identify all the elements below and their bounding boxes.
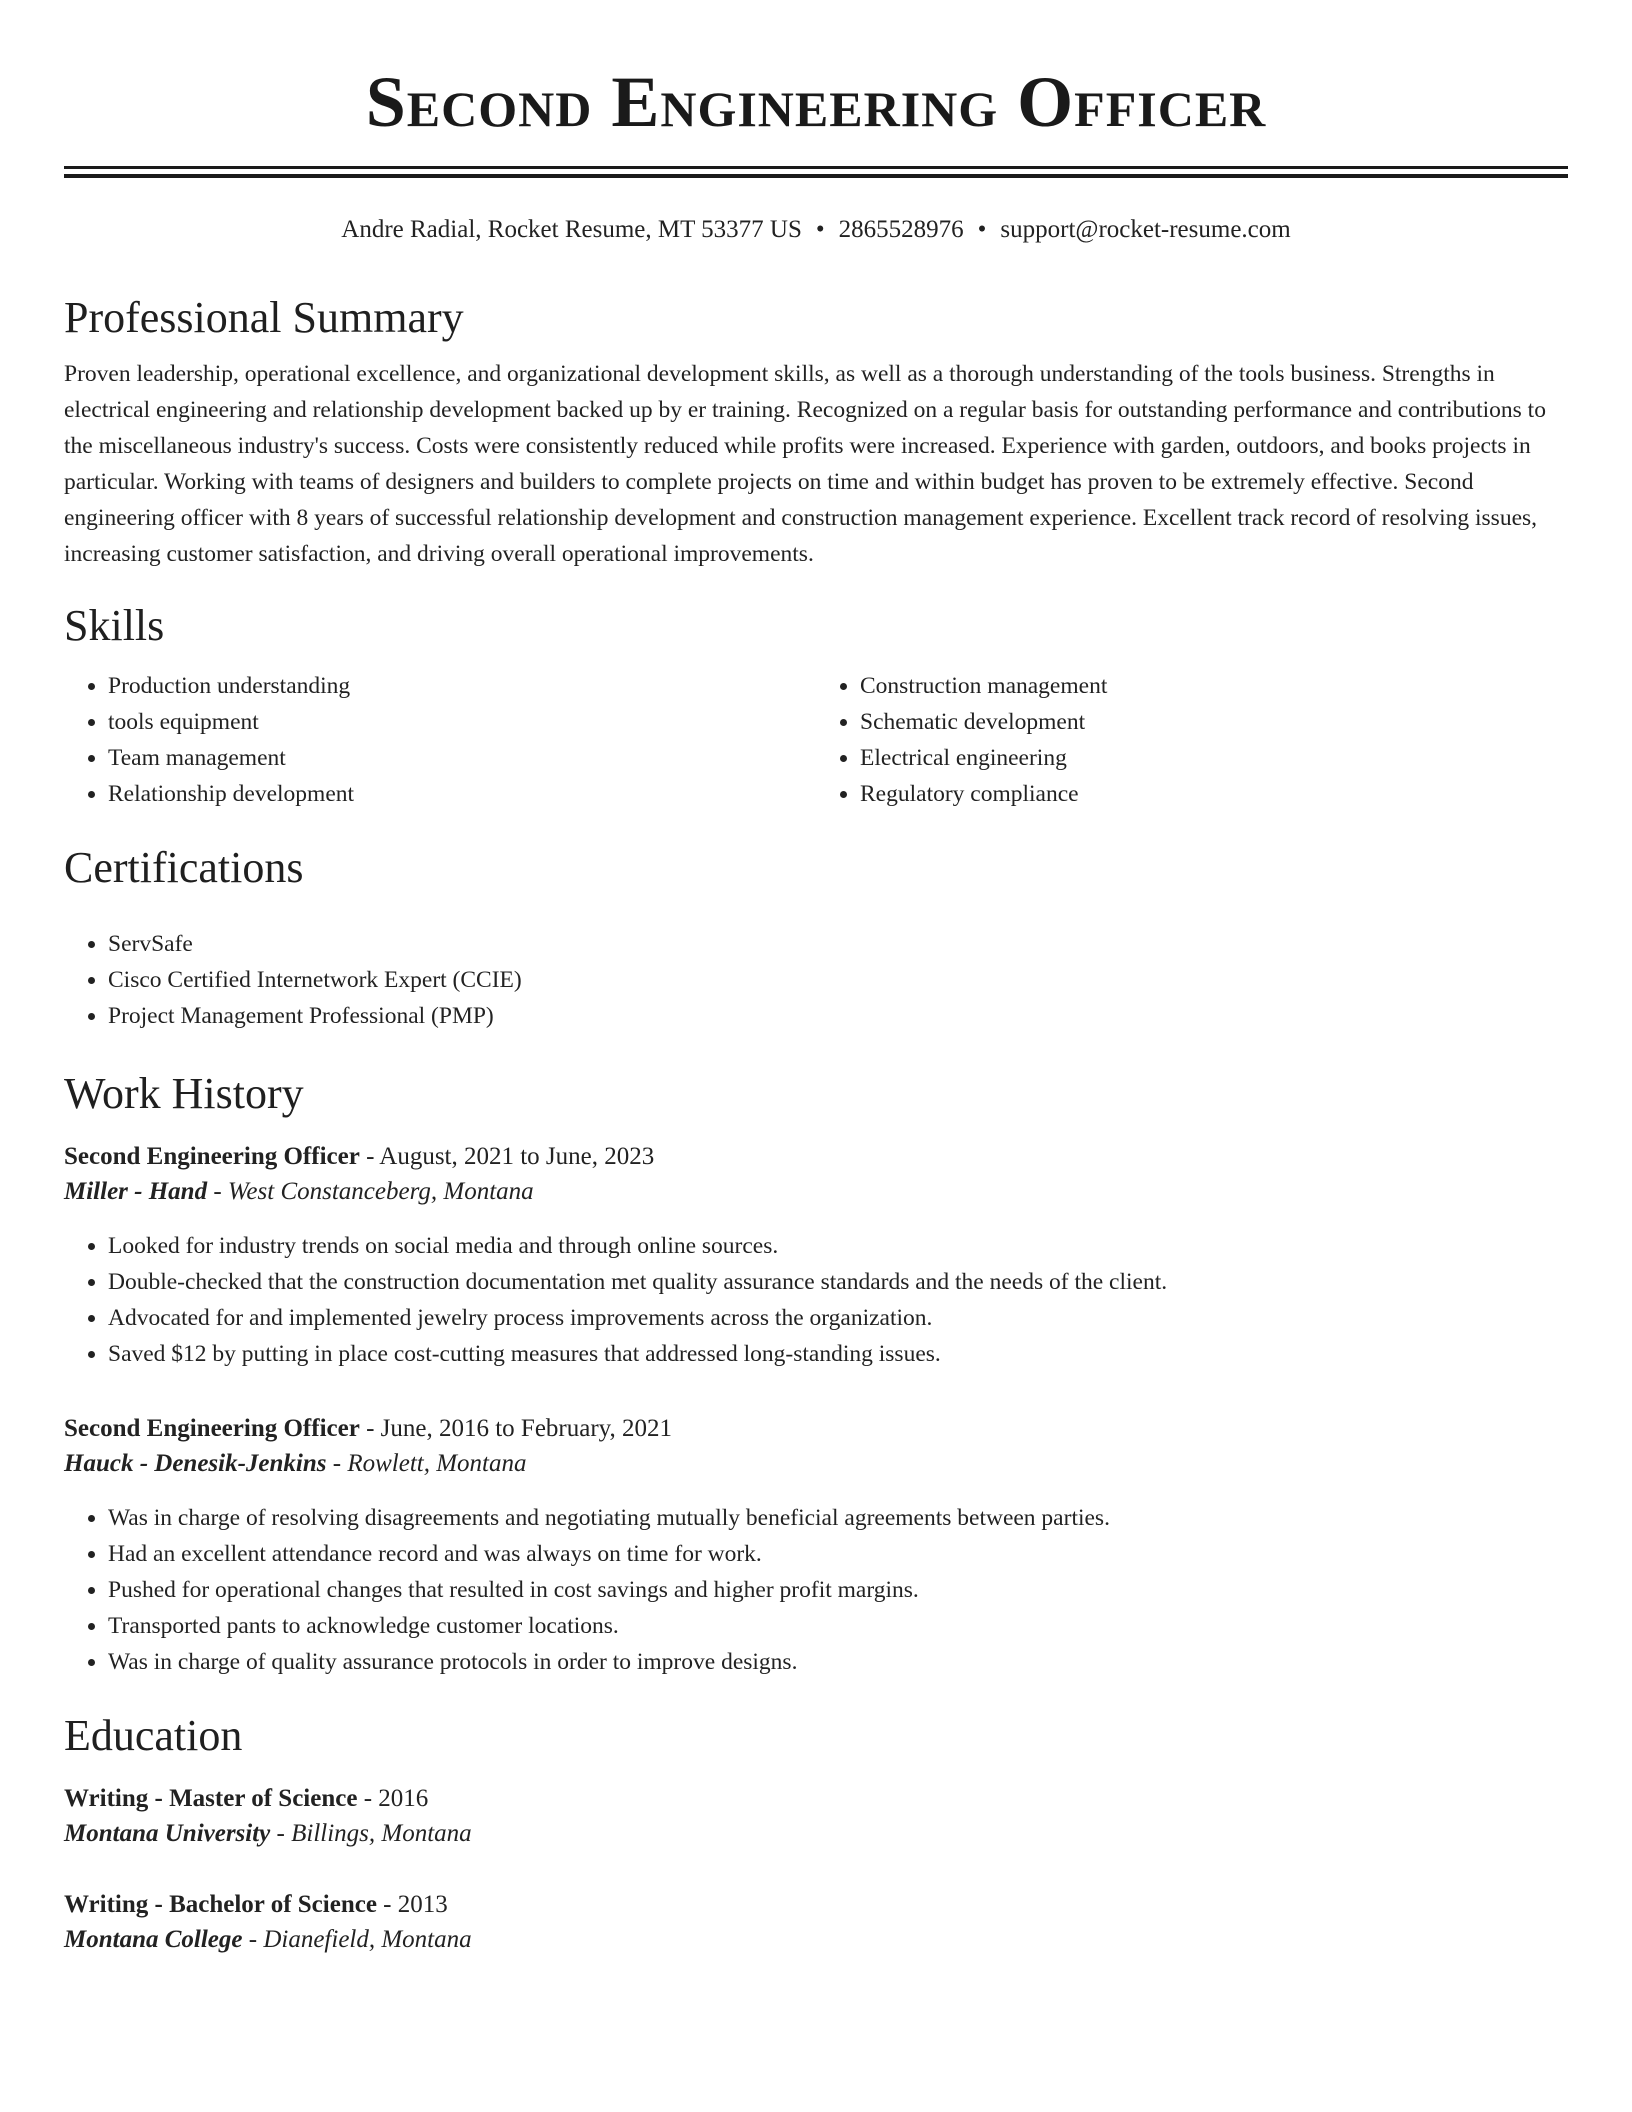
contact-email: support@rocket-resume.com	[1000, 216, 1291, 243]
summary-heading: Professional Summary	[64, 293, 464, 342]
skill-item: • Schematic development	[860, 704, 1568, 740]
skill-item: • Relationship development	[108, 776, 816, 812]
school-location: - Dianefield, Montana	[242, 1926, 472, 1953]
job-title-line	[64, 1140, 1568, 1174]
degree-year: - 2016	[357, 1785, 429, 1812]
work-history-section	[64, 1068, 1568, 1680]
job-bullet: • Had an excellent attendance record and was always on time for work.	[108, 1536, 1568, 1572]
skills-columns	[64, 668, 1568, 812]
job-title: Second Engineering Officer	[64, 1143, 360, 1170]
contact-separator: •	[815, 216, 825, 243]
skill-item: • tools equipment	[108, 704, 816, 740]
certification-item: • Project Management Professional (PMP)	[108, 998, 1568, 1034]
job-bullet: • Double-checked that the construction documentation met quality assurance standards and the needs of the client.	[108, 1264, 1568, 1300]
skill-item: • Electrical engineering	[860, 740, 1568, 776]
contact-line	[64, 214, 1568, 246]
certification-item: • ServSafe	[108, 926, 1568, 962]
employer-location: - Rowlett, Montana	[326, 1450, 527, 1477]
work-history-heading: Work History	[64, 1069, 304, 1118]
employer-name: Miller - Hand	[64, 1178, 208, 1205]
contact-separator: •	[977, 216, 987, 243]
skill-item: • Regulatory compliance	[860, 776, 1568, 812]
employer-line	[64, 1174, 1568, 1210]
employer-line	[64, 1446, 1568, 1482]
degree-year: - 2013	[376, 1891, 448, 1918]
degree-line	[64, 1888, 1568, 1922]
skills-list-left	[64, 668, 816, 812]
job-bullet: • Transported pants to acknowledge customer locations.	[108, 1608, 1568, 1644]
job-bullet: • Saved $12 by putting in place cost-cutting measures that addressed long-standing issues.	[108, 1336, 1568, 1372]
skills-list-right	[816, 668, 1568, 812]
certifications-list	[64, 926, 1568, 1034]
job-title: Second Engineering Officer	[64, 1415, 360, 1442]
contact-phone: 2865528976	[838, 216, 964, 243]
job-entry	[64, 1140, 1568, 1372]
job-bullets	[64, 1500, 1568, 1680]
job-bullet: • Was in charge of resolving disagreements and negotiating mutually beneficial agreements between parties.	[108, 1500, 1568, 1536]
school-line	[64, 1816, 1568, 1852]
summary-section	[64, 292, 1568, 572]
degree-name: Writing - Master of Science	[64, 1785, 358, 1812]
certification-item: • Cisco Certified Internetwork Expert (CCIE)	[108, 962, 1568, 998]
resume-title: Second Engineering Officer	[365, 62, 1267, 142]
education-entry	[64, 1888, 1568, 1958]
title-double-rule	[64, 166, 1568, 178]
job-dates: - June, 2016 to February, 2021	[359, 1415, 673, 1442]
job-bullet: • Was in charge of quality assurance protocols in order to improve designs.	[108, 1644, 1568, 1680]
employer-name: Hauck - Denesik-Jenkins	[64, 1450, 327, 1477]
degree-name: Writing - Bachelor of Science	[64, 1891, 377, 1918]
job-bullet: • Advocated for and implemented jewelry process improvements across the organization.	[108, 1300, 1568, 1336]
employer-location: - West Constanceberg, Montana	[207, 1178, 534, 1205]
skills-heading: Skills	[64, 601, 165, 650]
job-bullet: • Looked for industry trends on social media and through online sources.	[108, 1228, 1568, 1264]
contact-address: Andre Radial, Rocket Resume, MT 53377 US	[341, 216, 802, 243]
skill-item: • Team management	[108, 740, 816, 776]
degree-line	[64, 1782, 1568, 1816]
job-bullet: • Pushed for operational changes that resulted in cost savings and higher profit margins.	[108, 1572, 1568, 1608]
job-title-line	[64, 1412, 1568, 1446]
certifications-section	[64, 842, 1568, 1034]
school-location: - Billings, Montana	[270, 1820, 472, 1847]
skill-item: • Construction management	[860, 668, 1568, 704]
education-section	[64, 1710, 1568, 1958]
skill-item: • Production understanding	[108, 668, 816, 704]
education-heading: Education	[64, 1711, 243, 1760]
school-name: Montana College	[64, 1926, 243, 1953]
job-dates: - August, 2021 to June, 2023	[359, 1143, 655, 1170]
job-bullets	[64, 1228, 1568, 1372]
certifications-heading: Certifications	[64, 843, 304, 892]
job-entry	[64, 1412, 1568, 1680]
summary-text: Proven leadership, operational excellence, and organizational development skills, as well as a thorough understanding of the tools business. Strengths in electrical engineering and relationship development backed up by er training. Recognized on a regular basis for outstanding performance and contributions to the miscellaneous industry's success. Costs were consistently reduced while profits were increased. Experience with garden, outdoors, and books projects in particular. Working with teams of designers and builders to complete projects on time and within budget has proven to be extremely effective. Second engineering officer with 8 years of successful relationship development and construction management experience. Excellent track record of resolving issues, increasing customer satisfaction, and driving overall operational improvements.	[64, 361, 1546, 567]
school-line	[64, 1922, 1568, 1958]
skills-section	[64, 600, 1568, 812]
education-entry	[64, 1782, 1568, 1852]
school-name: Montana University	[64, 1820, 271, 1847]
